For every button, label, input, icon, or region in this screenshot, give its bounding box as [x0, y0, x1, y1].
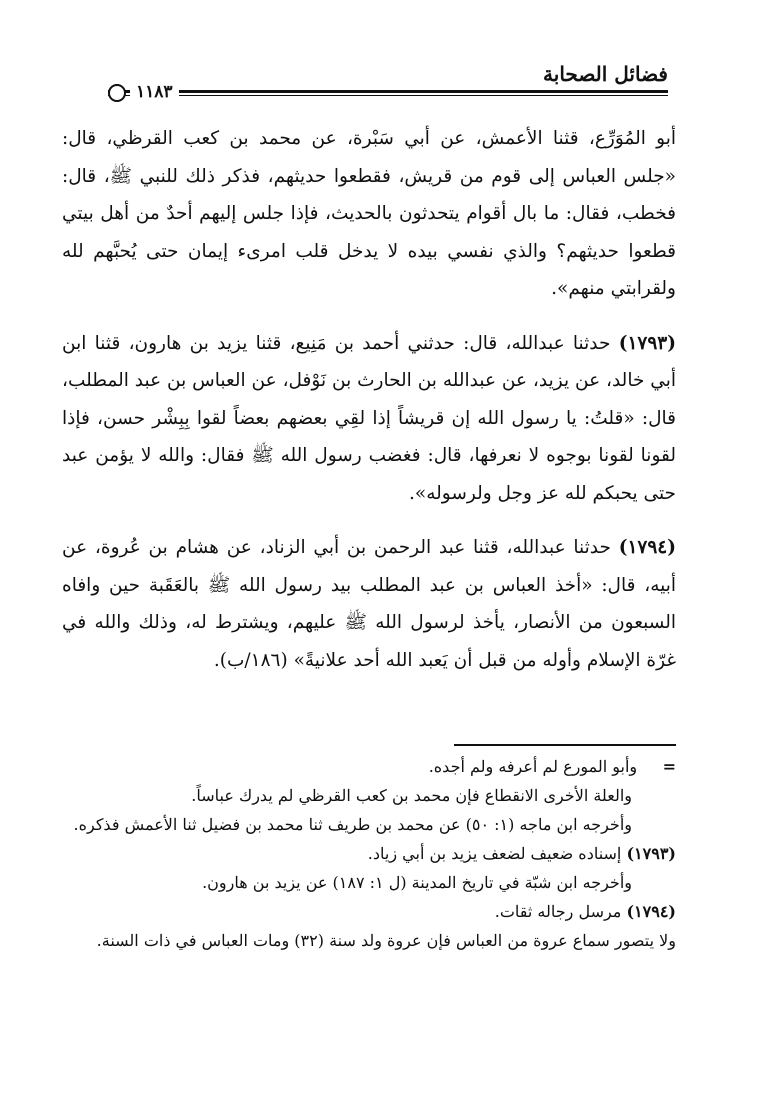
footnote-text: وأخرجه ابن شبّة في تاريخ المدينة (ل ١: ١٨٧) عن يزيد بن هارون.	[202, 873, 632, 892]
paragraph	[62, 120, 676, 308]
main-text	[62, 120, 676, 696]
footnote	[62, 897, 676, 926]
footnote	[62, 839, 676, 868]
hadith-number: (١٧٩٣)	[618, 332, 676, 354]
footnote	[62, 926, 676, 955]
footnote-text: وأبو المورع لم أعرفه ولم أجده.	[428, 757, 638, 776]
hadith-number: (١٧٩٤)	[618, 537, 676, 558]
paragraph-text: حدثنا عبدالله، قثنا عبد الرحمن بن أبي الزناد، عن هشام بن عُروة، عن أبيه، قال: «أخذ العباس بن عبد المطلب بيد رسول الله ﷺ بالعَقَبة حين وافاه السبعون من الأنصار، يأخذ لرسول الله ﷺ عليهم، ويشترط له، وذلك والله في غرّة الإسلام وأوله من قبل أن يَعبد الله أحد علانيةً» (١٨٦/ب).	[62, 537, 676, 671]
footnote	[62, 810, 632, 839]
footnote-text: مرسل رجاله ثقات.	[494, 902, 622, 921]
paragraph-text: حدثنا عبدالله، قال: حدثني أحمد بن مَنِيع، قثنا يزيد بن هارون، قثنا ابن أبي خالد، عن يزيد، عن عبدالله بن الحارث بن نَوْفل، عن العباس بن عبد المطلب، قال: «قلتُ: يا رسول الله إن قريشاً إذا لقِي بعضهم بعضاً لقوا بِبِشْر حسن، فإذا لقونا لقونا بوجوه لا نعرفها، قال: فغضب رسول الله ﷺ فقال: والله لا يؤمن عبد حتى يحبكم لله عز وجل ولرسوله».	[62, 332, 676, 504]
footnote	[62, 752, 676, 781]
footnote-text: ولا يتصور سماع عروة من العباس فإن عروة ولد سنة (٣٢) ومات العباس في ذات السنة.	[96, 931, 676, 950]
footnote-text: وأخرجه ابن ماجه (١: ٥٠) عن محمد بن طريف ثنا محمد بن فضيل ثنا الأعمش فذكره.	[73, 815, 632, 834]
header-rule	[108, 90, 668, 93]
paragraph	[62, 529, 676, 679]
paragraph-text: أبو المُوَرِّع، قثنا الأعمش، عن أبي سَبْرة، عن محمد بن كعب القرظي، قال: «جلس العباس إلى قوم من قريش، فقطعوا حديثهم، فذكر ذلك للنبي ﷺ، قال: فخطب، فقال: ما بال أقوام يتحدثون بالحديث، فإذا جلس إليهم أحدٌ من أهل بيتي قطعوا حديثهم؟ والذي نفسي بيده لا يدخل قلب امرىء إيمان حتى يُحبَّهم لله ولقرابتي منهم».	[62, 128, 676, 299]
header-title: فضائل الصحابة	[543, 62, 668, 86]
header-rule-thin	[108, 95, 668, 96]
footnote-label: (١٧٩٣)	[626, 844, 676, 863]
footnote-label: (١٧٩٤)	[626, 902, 676, 921]
paragraph	[62, 325, 676, 513]
footnote	[62, 868, 632, 897]
page-number: ١١٨٣	[130, 82, 179, 102]
footnote	[62, 781, 632, 810]
footnote-label: =	[662, 757, 676, 776]
footnote-text: والعلة الأخرى الانقطاع فإن محمد بن كعب القرظي لم يدرك عباساً.	[191, 786, 632, 805]
running-header	[108, 60, 668, 108]
header-ornament	[108, 84, 126, 102]
footnote-separator	[454, 744, 676, 746]
footnote-text: إسناده ضعيف لضعف يزيد بن أبي زياد.	[367, 844, 622, 863]
footnotes	[62, 752, 676, 955]
